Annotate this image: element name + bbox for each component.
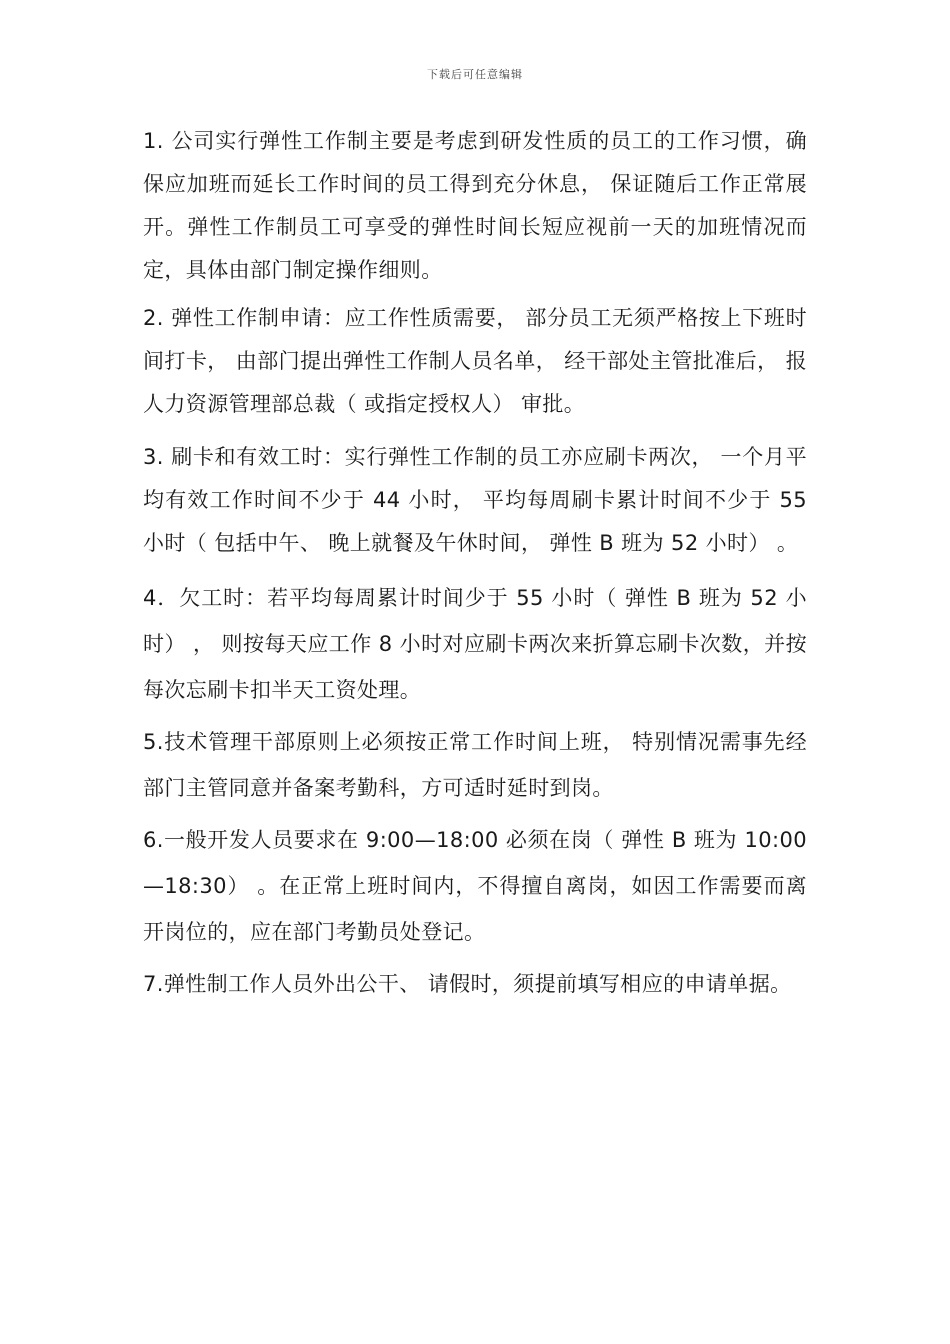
paragraph-1-flexible-work-purpose: 1. 公司实行弹性工作制主要是考虑到研发性质的员工的工作习惯，确保应加班而延长工作时间的员工得到充分休息， 保证随后工作正常展开。弹性工作制员工可享受的弹性时间长短应视前一天的加班情况而定，具体由部门制定操作细则。 [143,129,807,282]
paragraph-3-card-swipe-effective-hours: 3. 刷卡和有效工时：实行弹性工作制的员工亦应刷卡两次， 一个月平均有效工作时间不少于 44 小时， 平均每周刷卡累计时间不少于 55 小时（ 包括中午、 晚上就餐及午休时间， 弹性 B 班为 52 小时） 。 [143,445,807,555]
page-header: 下载后可任意编辑 [427,68,523,81]
paragraph-4-hours-deficit: 4．欠工时：若平均每周累计时间少于 55 小时（ 弹性 B 班为 52 小时） ， 则按每天应工作 8 小时对应刷卡两次来折算忘刷卡次数，并按每次忘刷卡扣半天工资处理。 [143,586,807,702]
paragraph-6-developer-hours: 6.一般开发人员要求在 9:00—18:00 必须在岗（ 弹性 B 班为 10:00—18:30） 。在正常上班时间内，不得擅自离岗，如因工作需要而离开岗位的，应在部门考勤员处登记。 [143,828,807,944]
paragraph-7-leave-request: 7.弹性制工作人员外出公干、 请假时，须提前填写相应的申请单据。 [143,972,792,996]
document-body [143,120,807,1007]
paragraph-5-management-cadre-rules: 5.技术管理干部原则上必须按正常工作时间上班， 特别情况需事先经部门主管同意并备案考勤科，方可适时延时到岗。 [143,730,807,800]
paragraph-2-flexible-work-application: 2. 弹性工作制申请：应工作性质需要， 部分员工无须严格按上下班时间打卡， 由部门提出弹性工作制人员名单， 经干部处主管批准后， 报人力资源管理部总裁（ 或指定授权人） 审批。 [143,306,807,416]
